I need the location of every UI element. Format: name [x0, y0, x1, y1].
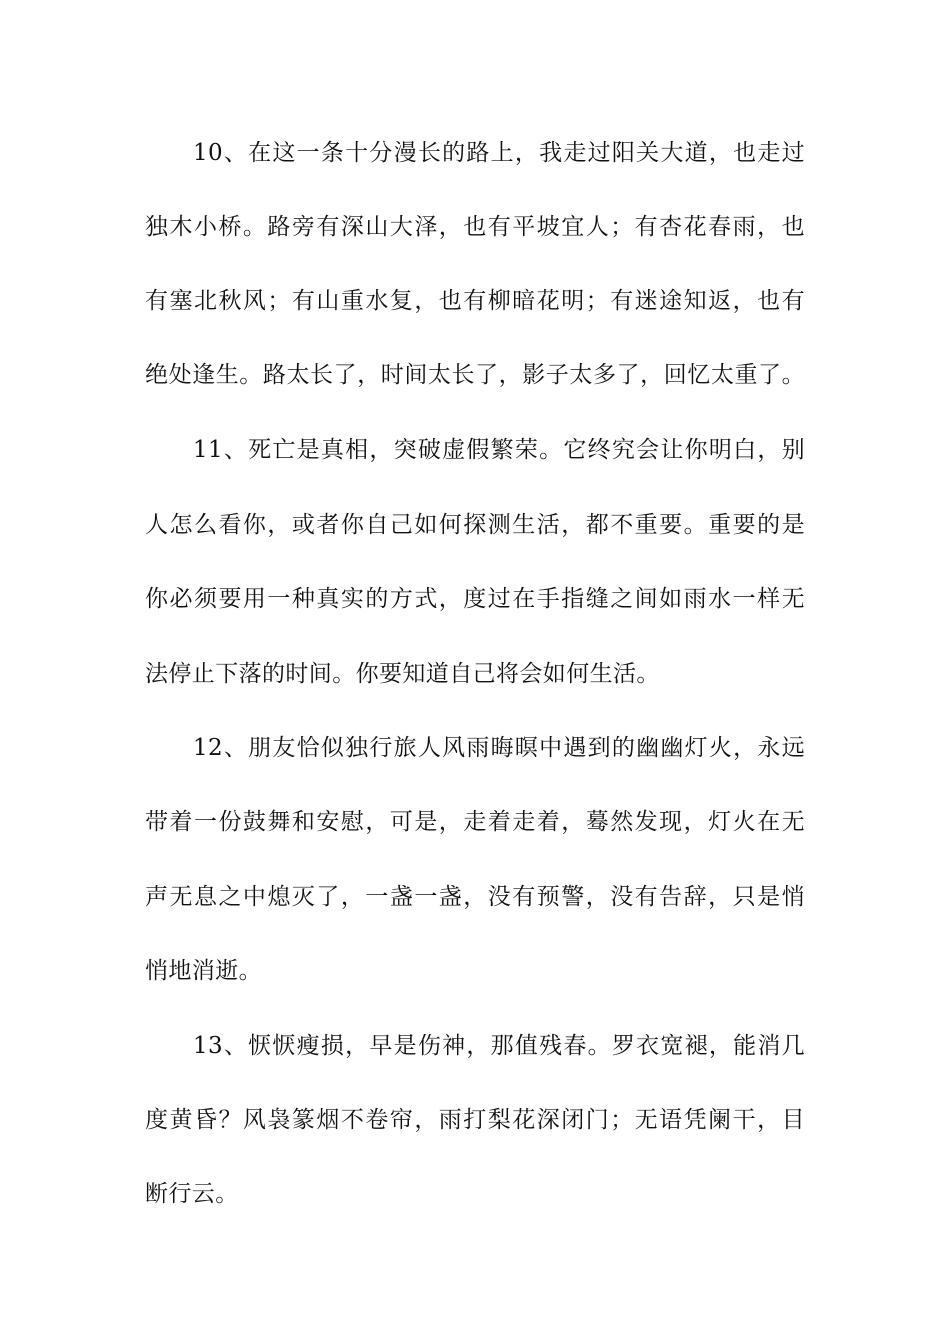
paragraph-10-line-2: 独木小桥。路旁有深山大泽，也有平坡宜人；有杏花春雨，也	[145, 214, 805, 240]
paragraph-13-line-3: 断行云。	[145, 1181, 239, 1207]
paragraph-12-line-1: 12、朋友恰似独行旅人风雨晦暝中遇到的幽幽灯火，永远	[193, 735, 805, 761]
paragraph-10-line-4: 绝处逢生。路太长了，时间太长了，影子太多了，回忆太重了。	[145, 362, 805, 388]
paragraph-10-line-3: 有塞北秋风；有山重水复，也有柳暗花明；有迷途知返，也有	[145, 288, 805, 314]
paragraph-11-line-2: 人怎么看你，或者你自己如何探测生活，都不重要。重要的是	[145, 512, 805, 538]
paragraph-11-line-1: 11、死亡是真相，突破虚假繁荣。它终究会让你明白，别	[193, 437, 805, 463]
paragraph-11-line-3: 你必须要用一种真实的方式，度过在手指缝之间如雨水一样无	[145, 586, 805, 612]
paragraph-10-line-1: 10、在这一条十分漫长的路上，我走过阳关大道，也走过	[193, 140, 805, 166]
paragraph-13-line-1: 13、恹恹瘦损，早是伤神，那值残春。罗衣宽褪，能消几	[193, 1033, 805, 1059]
paragraph-12-line-3: 声无息之中熄灭了，一盏一盏，没有预警，没有告辞，只是悄	[145, 884, 805, 910]
paragraph-11-line-4: 法停止下落的时间。你要知道自己将会如何生活。	[145, 661, 660, 687]
paragraph-12-line-2: 带着一份鼓舞和安慰，可是，走着走着，蓦然发现，灯火在无	[145, 809, 805, 835]
paragraph-12-line-4: 悄地消逝。	[145, 958, 262, 984]
paragraph-13-line-2: 度黄昏？风袅篆烟不卷帘，雨打梨花深闭门；无语凭阑干，目	[145, 1107, 805, 1133]
